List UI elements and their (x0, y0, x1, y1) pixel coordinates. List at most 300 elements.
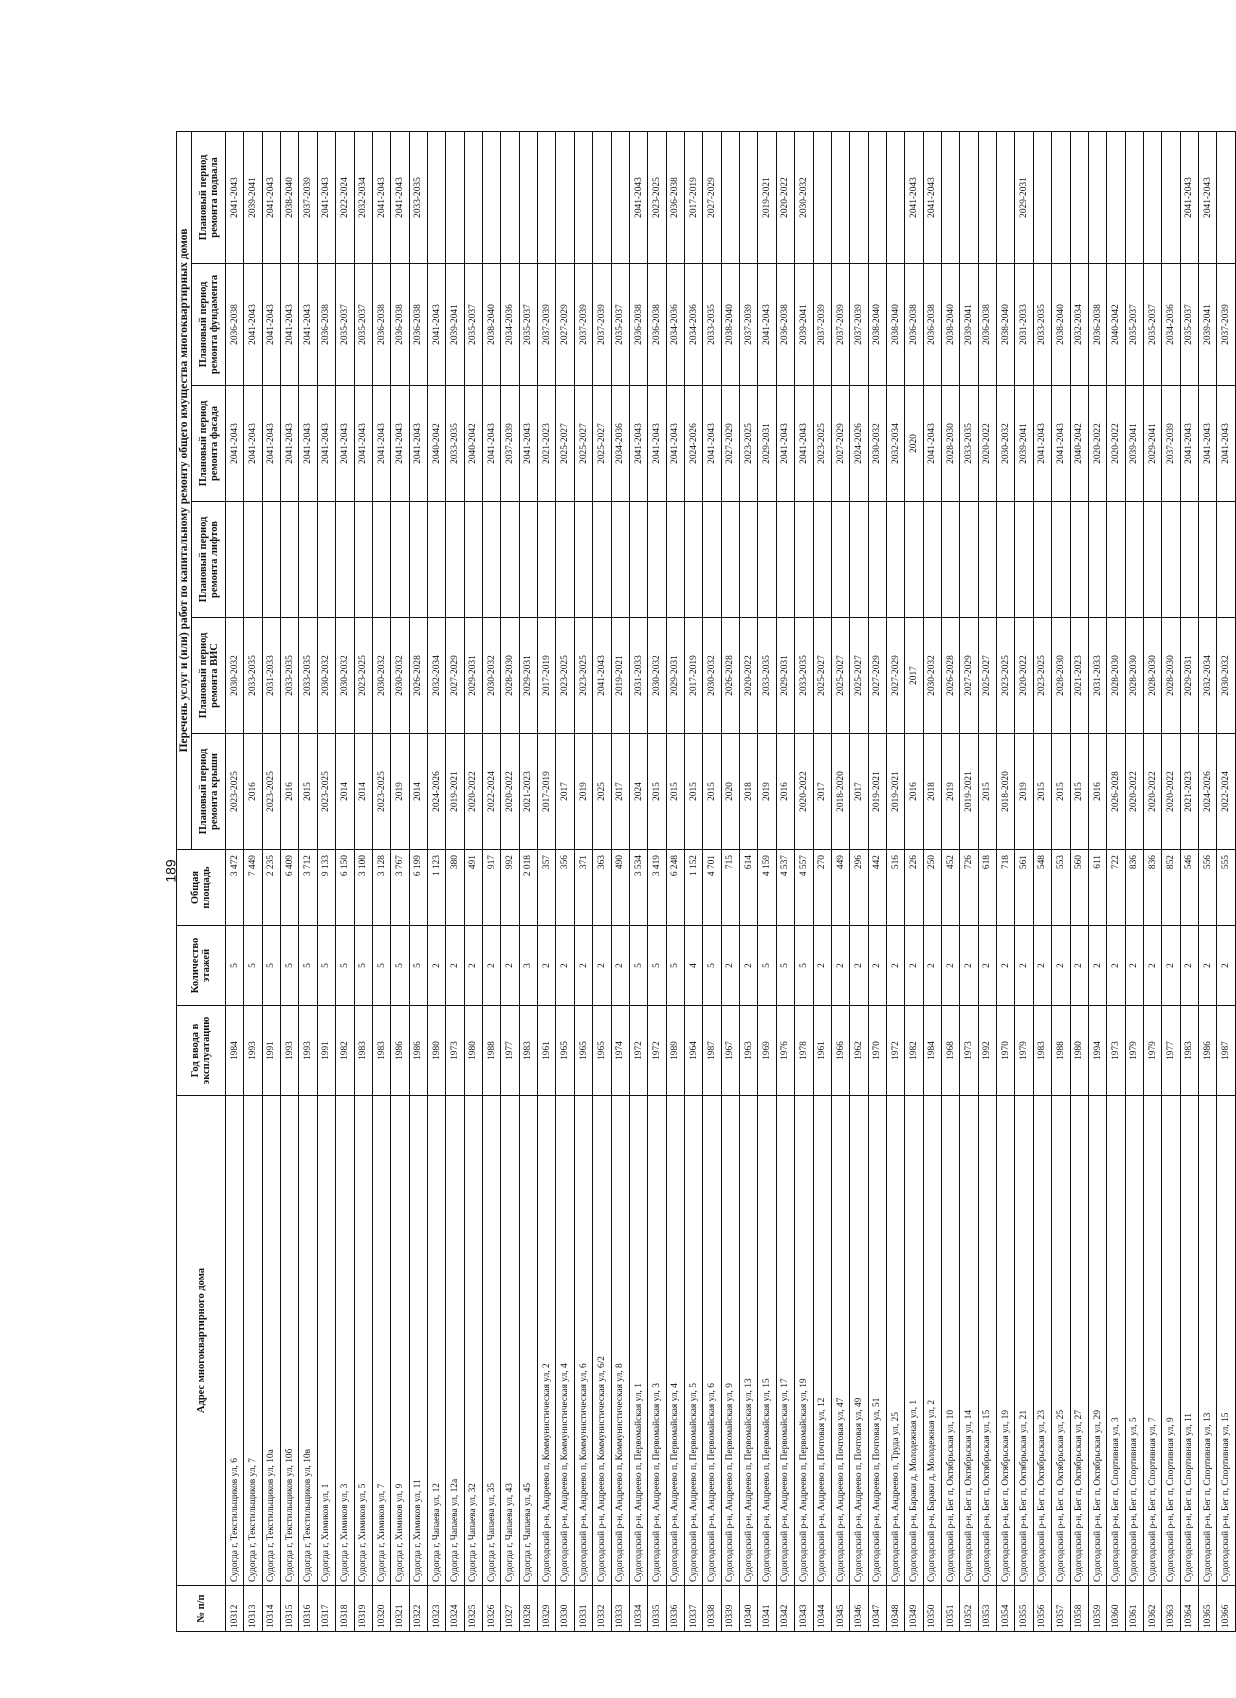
cell-address: Судогодский р-н, Андреево п, Почтовая ул, 49 (850, 1096, 868, 1586)
cell-area: 6 248 (666, 850, 684, 926)
cell-lift (446, 502, 464, 618)
cell-floors: 2 (1199, 926, 1217, 1006)
table-row (666, 131, 684, 1631)
cell-vis: 2033-2035 (299, 618, 317, 734)
cell-foundation: 2036-2038 (226, 264, 244, 386)
cell-vis: 2033-2035 (281, 618, 299, 734)
cell-address: Судогда г, Химиков ул, 3 (336, 1096, 354, 1586)
cell-lift (501, 502, 519, 618)
cell-num: 10352 (960, 1586, 978, 1632)
cell-num: 10362 (1143, 1586, 1161, 1632)
cell-year: 1961 (813, 1006, 831, 1096)
cell-roof: 2019-2021 (886, 734, 904, 850)
cell-facade: 2030-2032 (997, 386, 1015, 502)
cell-vis: 2030-2032 (648, 618, 666, 734)
cell-num: 10324 (446, 1586, 464, 1632)
cell-address: Судогодский р-н, Андреево п, Первомайская ул, 4 (666, 1096, 684, 1586)
cell-roof: 2020-2022 (464, 734, 482, 850)
cell-address: Судогодский р-н, Андреево п, Первомайская ул, 19 (795, 1096, 813, 1586)
cell-lift (1033, 502, 1051, 618)
cell-basement (942, 131, 960, 263)
table-row (721, 131, 739, 1631)
cell-num: 10347 (868, 1586, 886, 1632)
cell-area: 442 (868, 850, 886, 926)
cell-basement (574, 131, 592, 263)
cell-basement (813, 131, 831, 263)
table-row (978, 131, 996, 1631)
cell-vis: 2028-2030 (1143, 618, 1161, 734)
cell-facade: 2028-2030 (942, 386, 960, 502)
cell-floors: 2 (942, 926, 960, 1006)
table-row (574, 131, 592, 1631)
cell-basement: 2038-2040 (281, 131, 299, 263)
cell-num: 10314 (262, 1586, 280, 1632)
table-row (905, 131, 923, 1631)
cell-vis: 2029-2031 (1180, 618, 1198, 734)
cell-basement: 2023-2025 (648, 131, 666, 263)
cell-area: 917 (483, 850, 501, 926)
cell-floors: 2 (1070, 926, 1088, 1006)
cell-num: 10359 (1088, 1586, 1106, 1632)
cell-num: 10325 (464, 1586, 482, 1632)
cell-year: 1967 (721, 1006, 739, 1096)
cell-area: 1 152 (684, 850, 702, 926)
cell-area: 3 128 (372, 850, 390, 926)
table-row (850, 131, 868, 1631)
cell-foundation: 2035-2037 (1143, 264, 1161, 386)
cell-area: 356 (556, 850, 574, 926)
cell-foundation: 2036-2038 (629, 264, 647, 386)
cell-vis: 2023-2025 (574, 618, 592, 734)
cell-roof: 2023-2025 (372, 734, 390, 850)
cell-year: 1992 (978, 1006, 996, 1096)
cell-num: 10323 (427, 1586, 445, 1632)
cell-foundation: 2034-2036 (501, 264, 519, 386)
cell-roof: 2024-2026 (1199, 734, 1217, 850)
cell-year: 1973 (960, 1006, 978, 1096)
cell-foundation: 2033-2035 (703, 264, 721, 386)
cell-lift (776, 502, 794, 618)
cell-area: 4 557 (795, 850, 813, 926)
capital-repair-table (176, 131, 1236, 1632)
cell-roof: 2016 (905, 734, 923, 850)
header-works-group: Перечень услуг и (или) работ по капитальному ремонту общего имущества многоквартирных домов (177, 131, 192, 849)
cell-foundation: 2035-2037 (336, 264, 354, 386)
cell-foundation: 2036-2038 (372, 264, 390, 386)
cell-address: Судогодский р-н, Бег п, Спортивная ул, 7 (1143, 1096, 1161, 1586)
cell-floors: 2 (740, 926, 758, 1006)
table-row (372, 131, 390, 1631)
cell-roof: 2023-2025 (317, 734, 335, 850)
cell-basement (464, 131, 482, 263)
cell-facade: 2029-2031 (758, 386, 776, 502)
cell-facade: 2027-2029 (831, 386, 849, 502)
cell-lift (758, 502, 776, 618)
cell-facade: 2041-2043 (262, 386, 280, 502)
cell-facade: 2041-2043 (336, 386, 354, 502)
table-row (501, 131, 519, 1631)
cell-facade: 2041-2043 (923, 386, 941, 502)
cell-year: 1972 (648, 1006, 666, 1096)
cell-basement (483, 131, 501, 263)
cell-facade: 2024-2026 (684, 386, 702, 502)
cell-roof: 2022-2024 (483, 734, 501, 850)
cell-address: Судогодский р-н, Андреево п, Первомайская ул, 17 (776, 1096, 794, 1586)
cell-lift (226, 502, 244, 618)
cell-area: 6 150 (336, 850, 354, 926)
cell-vis: 2020-2022 (1015, 618, 1033, 734)
cell-area: 2 235 (262, 850, 280, 926)
cell-basement: 2041-2043 (905, 131, 923, 263)
header-roof: Плановый период ремонта крыши (192, 734, 226, 850)
cell-foundation: 2035-2037 (464, 264, 482, 386)
cell-floors: 2 (1125, 926, 1143, 1006)
cell-basement: 2041-2043 (1199, 131, 1217, 263)
cell-vis: 2023-2025 (1033, 618, 1051, 734)
cell-floors: 2 (427, 926, 445, 1006)
cell-lift (1217, 502, 1236, 618)
cell-foundation: 2036-2038 (1088, 264, 1106, 386)
table-row (1125, 131, 1143, 1631)
cell-roof: 2019-2021 (868, 734, 886, 850)
cell-num: 10363 (1162, 1586, 1180, 1632)
cell-floors: 5 (317, 926, 335, 1006)
cell-address: Судогодский р-н, Бег п, Спортивная ул, 5 (1125, 1096, 1143, 1586)
cell-address: Судогодский р-н, Андреево п, Почтовая ул, 12 (813, 1096, 831, 1586)
cell-facade: 2020-2022 (978, 386, 996, 502)
cell-basement: 2041-2043 (391, 131, 409, 263)
cell-address: Судогодский р-н, Андреево п, Первомайская ул, 9 (721, 1096, 739, 1586)
cell-lift (684, 502, 702, 618)
cell-lift (464, 502, 482, 618)
cell-roof: 2014 (409, 734, 427, 850)
cell-roof: 2018-2020 (997, 734, 1015, 850)
header-address: Адрес многоквартирного дома (177, 1096, 226, 1586)
table-row (1052, 131, 1070, 1631)
cell-roof: 2021-2023 (1180, 734, 1198, 850)
cell-floors: 2 (905, 926, 923, 1006)
cell-year: 1965 (556, 1006, 574, 1096)
cell-roof: 2015 (684, 734, 702, 850)
cell-floors: 2 (997, 926, 1015, 1006)
cell-basement: 2041-2043 (226, 131, 244, 263)
cell-roof: 2024-2026 (427, 734, 445, 850)
rotated-table-container (176, 132, 1236, 1632)
cell-address: Судогодский р-н, Бег п, Октябрьская ул, 29 (1088, 1096, 1106, 1586)
cell-area: 490 (611, 850, 629, 926)
cell-year: 1991 (317, 1006, 335, 1096)
cell-area: 452 (942, 850, 960, 926)
cell-year: 1991 (262, 1006, 280, 1096)
cell-area: 561 (1015, 850, 1033, 926)
cell-vis: 2019-2021 (611, 618, 629, 734)
cell-vis: 2030-2032 (703, 618, 721, 734)
cell-area: 852 (1162, 850, 1180, 926)
table-row (226, 131, 244, 1631)
cell-year: 1987 (1217, 1006, 1236, 1096)
cell-facade: 2040-2042 (427, 386, 445, 502)
cell-facade: 2041-2043 (776, 386, 794, 502)
cell-roof: 2017 (611, 734, 629, 850)
table-row (831, 131, 849, 1631)
cell-basement (1217, 131, 1236, 263)
table-row (740, 131, 758, 1631)
cell-area: 555 (1217, 850, 1236, 926)
cell-roof: 2017-2019 (538, 734, 556, 850)
cell-basement (960, 131, 978, 263)
cell-floors: 5 (629, 926, 647, 1006)
cell-floors: 2 (850, 926, 868, 1006)
cell-address: Судогда г, Текстильщиков ул, 10а (262, 1096, 280, 1586)
cell-vis: 2030-2032 (226, 618, 244, 734)
cell-facade: 2040-2042 (1070, 386, 1088, 502)
table-row (409, 131, 427, 1631)
cell-floors: 2 (501, 926, 519, 1006)
cell-vis: 2030-2032 (317, 618, 335, 734)
cell-facade: 2037-2039 (501, 386, 519, 502)
cell-foundation: 2034-2036 (666, 264, 684, 386)
cell-floors: 4 (684, 926, 702, 1006)
cell-basement: 2022-2024 (336, 131, 354, 263)
cell-address: Судогодский р-н, Андреево п, Почтовая ул, 51 (868, 1096, 886, 1586)
cell-roof: 2016 (281, 734, 299, 850)
cell-foundation: 2036-2038 (648, 264, 666, 386)
cell-foundation: 2035-2037 (611, 264, 629, 386)
cell-foundation: 2037-2039 (813, 264, 831, 386)
cell-basement: 2037-2039 (299, 131, 317, 263)
cell-floors: 2 (1107, 926, 1125, 1006)
table-row (1143, 131, 1161, 1631)
cell-lift (1180, 502, 1198, 618)
cell-floors: 2 (978, 926, 996, 1006)
cell-vis: 2023-2025 (556, 618, 574, 734)
cell-vis: 2031-2033 (262, 618, 280, 734)
cell-facade: 2041-2043 (1217, 386, 1236, 502)
cell-floors: 2 (831, 926, 849, 1006)
cell-address: Судогда г, Текстильщиков ул, 10в (299, 1096, 317, 1586)
cell-facade: 2029-2041 (1143, 386, 1161, 502)
cell-lift (317, 502, 335, 618)
cell-address: Судогда г, Чапаева ул, 45 (519, 1096, 537, 1586)
cell-year: 1980 (427, 1006, 445, 1096)
cell-facade: 2041-2043 (629, 386, 647, 502)
cell-address: Судогодский р-н, Бег п, Спортивная ул, 15 (1217, 1096, 1236, 1586)
cell-floors: 5 (758, 926, 776, 1006)
cell-year: 1970 (868, 1006, 886, 1096)
cell-lift (795, 502, 813, 618)
cell-basement (1162, 131, 1180, 263)
cell-facade: 2037-2039 (1162, 386, 1180, 502)
cell-roof: 2020 (721, 734, 739, 850)
cell-year: 1974 (611, 1006, 629, 1096)
cell-foundation: 2037-2039 (593, 264, 611, 386)
cell-year: 1993 (281, 1006, 299, 1096)
cell-area: 560 (1070, 850, 1088, 926)
cell-roof: 2019 (574, 734, 592, 850)
cell-area: 2 018 (519, 850, 537, 926)
cell-num: 10342 (776, 1586, 794, 1632)
header-area: Общая площадь (177, 850, 226, 926)
cell-roof: 2021-2023 (519, 734, 537, 850)
cell-area: 1 123 (427, 850, 445, 926)
table-row (1070, 131, 1088, 1631)
cell-lift (611, 502, 629, 618)
cell-area: 449 (831, 850, 849, 926)
cell-lift (1199, 502, 1217, 618)
cell-area: 6 199 (409, 850, 427, 926)
cell-roof: 2015 (1033, 734, 1051, 850)
cell-num: 10360 (1107, 1586, 1125, 1632)
cell-num: 10344 (813, 1586, 831, 1632)
cell-lift (831, 502, 849, 618)
cell-lift (538, 502, 556, 618)
cell-roof: 2014 (354, 734, 372, 850)
cell-foundation: 2041-2043 (427, 264, 445, 386)
cell-address: Судогодский р-н, Бег п, Октябрьская ул, 19 (997, 1096, 1015, 1586)
cell-address: Судогда г, Чапаева ул, 32 (464, 1096, 482, 1586)
cell-floors: 2 (1217, 926, 1236, 1006)
cell-lift (1107, 502, 1125, 618)
cell-foundation: 2041-2043 (244, 264, 262, 386)
cell-vis: 2020-2022 (740, 618, 758, 734)
cell-year: 1993 (299, 1006, 317, 1096)
header-foundation: Плановый период ремонта фундамента (192, 264, 226, 386)
cell-foundation: 2036-2038 (923, 264, 941, 386)
cell-area: 380 (446, 850, 464, 926)
cell-num: 10337 (684, 1586, 702, 1632)
cell-address: Судогда г, Химиков ул, 9 (391, 1096, 409, 1586)
cell-facade: 2041-2043 (391, 386, 409, 502)
cell-roof: 2023-2025 (262, 734, 280, 850)
cell-year: 1984 (923, 1006, 941, 1096)
cell-area: 546 (1180, 850, 1198, 926)
cell-vis: 2025-2027 (813, 618, 831, 734)
cell-area: 718 (997, 850, 1015, 926)
cell-foundation: 2035-2037 (354, 264, 372, 386)
cell-address: Судогодский р-н, Андреево п, Почтовая ул, 47 (831, 1096, 849, 1586)
cell-basement (868, 131, 886, 263)
cell-foundation: 2041-2043 (758, 264, 776, 386)
cell-lift (1143, 502, 1161, 618)
cell-num: 10320 (372, 1586, 390, 1632)
cell-lift (372, 502, 390, 618)
cell-facade: 2041-2043 (703, 386, 721, 502)
cell-floors: 2 (593, 926, 611, 1006)
cell-area: 3 100 (354, 850, 372, 926)
cell-num: 10349 (905, 1586, 923, 1632)
cell-foundation: 2038-2040 (483, 264, 501, 386)
cell-year: 1962 (850, 1006, 868, 1096)
cell-area: 4 701 (703, 850, 721, 926)
cell-vis: 2025-2027 (850, 618, 868, 734)
cell-year: 1980 (464, 1006, 482, 1096)
cell-area: 614 (740, 850, 758, 926)
cell-floors: 2 (1033, 926, 1051, 1006)
cell-floors: 2 (611, 926, 629, 1006)
cell-basement (611, 131, 629, 263)
cell-roof: 2017 (850, 734, 868, 850)
cell-year: 1993 (244, 1006, 262, 1096)
cell-basement (427, 131, 445, 263)
cell-floors: 5 (776, 926, 794, 1006)
cell-address: Судогда г, Текстильщиков ул, 10б (281, 1096, 299, 1586)
cell-address: Судогда г, Чапаева ул, 43 (501, 1096, 519, 1586)
cell-basement: 2027-2029 (703, 131, 721, 263)
cell-basement (1107, 131, 1125, 263)
cell-floors: 2 (1088, 926, 1106, 1006)
cell-num: 10350 (923, 1586, 941, 1632)
cell-vis: 2031-2033 (629, 618, 647, 734)
cell-area: 611 (1088, 850, 1106, 926)
cell-facade: 2041-2043 (1199, 386, 1217, 502)
cell-area: 363 (593, 850, 611, 926)
cell-foundation: 2038-2040 (1052, 264, 1070, 386)
cell-roof: 2026-2028 (1107, 734, 1125, 850)
cell-vis: 2031-2033 (1088, 618, 1106, 734)
table-row (758, 131, 776, 1631)
cell-foundation: 2036-2038 (409, 264, 427, 386)
cell-year: 1970 (997, 1006, 1015, 1096)
cell-floors: 5 (409, 926, 427, 1006)
cell-roof: 2020-2022 (1143, 734, 1161, 850)
cell-vis: 2025-2027 (831, 618, 849, 734)
cell-roof: 2018-2020 (831, 734, 849, 850)
cell-basement: 2041-2043 (923, 131, 941, 263)
cell-lift (1015, 502, 1033, 618)
cell-year: 1983 (519, 1006, 537, 1096)
cell-roof: 2020-2022 (501, 734, 519, 850)
cell-foundation: 2033-2035 (1033, 264, 1051, 386)
cell-num: 10335 (648, 1586, 666, 1632)
cell-roof: 2016 (1088, 734, 1106, 850)
cell-vis: 2033-2035 (758, 618, 776, 734)
table-row (556, 131, 574, 1631)
cell-floors: 2 (868, 926, 886, 1006)
cell-address: Судогодский р-н, Андреево п, Коммунистическая ул, 2 (538, 1096, 556, 1586)
cell-lift (1162, 502, 1180, 618)
cell-lift (354, 502, 372, 618)
cell-foundation: 2027-2029 (556, 264, 574, 386)
cell-facade: 2041-2043 (317, 386, 335, 502)
cell-roof: 2016 (244, 734, 262, 850)
cell-floors: 2 (960, 926, 978, 1006)
cell-facade: 2033-2035 (446, 386, 464, 502)
cell-vis: 2027-2029 (446, 618, 464, 734)
cell-vis: 2032-2034 (427, 618, 445, 734)
cell-facade: 2041-2043 (483, 386, 501, 502)
cell-basement (721, 131, 739, 263)
cell-roof: 2018 (740, 734, 758, 850)
cell-basement (519, 131, 537, 263)
cell-basement (997, 131, 1015, 263)
cell-foundation: 2039-2041 (1199, 264, 1217, 386)
cell-facade: 2041-2043 (1052, 386, 1070, 502)
cell-floors: 2 (538, 926, 556, 1006)
cell-lift (556, 502, 574, 618)
cell-year: 1973 (446, 1006, 464, 1096)
cell-num: 10332 (593, 1586, 611, 1632)
cell-basement: 2039-2041 (244, 131, 262, 263)
table-row (942, 131, 960, 1631)
cell-lift (886, 502, 904, 618)
cell-vis: 2023-2025 (354, 618, 372, 734)
cell-vis: 2017-2019 (684, 618, 702, 734)
cell-num: 10354 (997, 1586, 1015, 1632)
cell-year: 1977 (1162, 1006, 1180, 1096)
cell-facade: 2041-2043 (519, 386, 537, 502)
cell-address: Судогда г, Чапаева ул, 12 (427, 1096, 445, 1586)
cell-address: Судогодский р-н, Андреево п, Коммунистическая ул, 4 (556, 1096, 574, 1586)
